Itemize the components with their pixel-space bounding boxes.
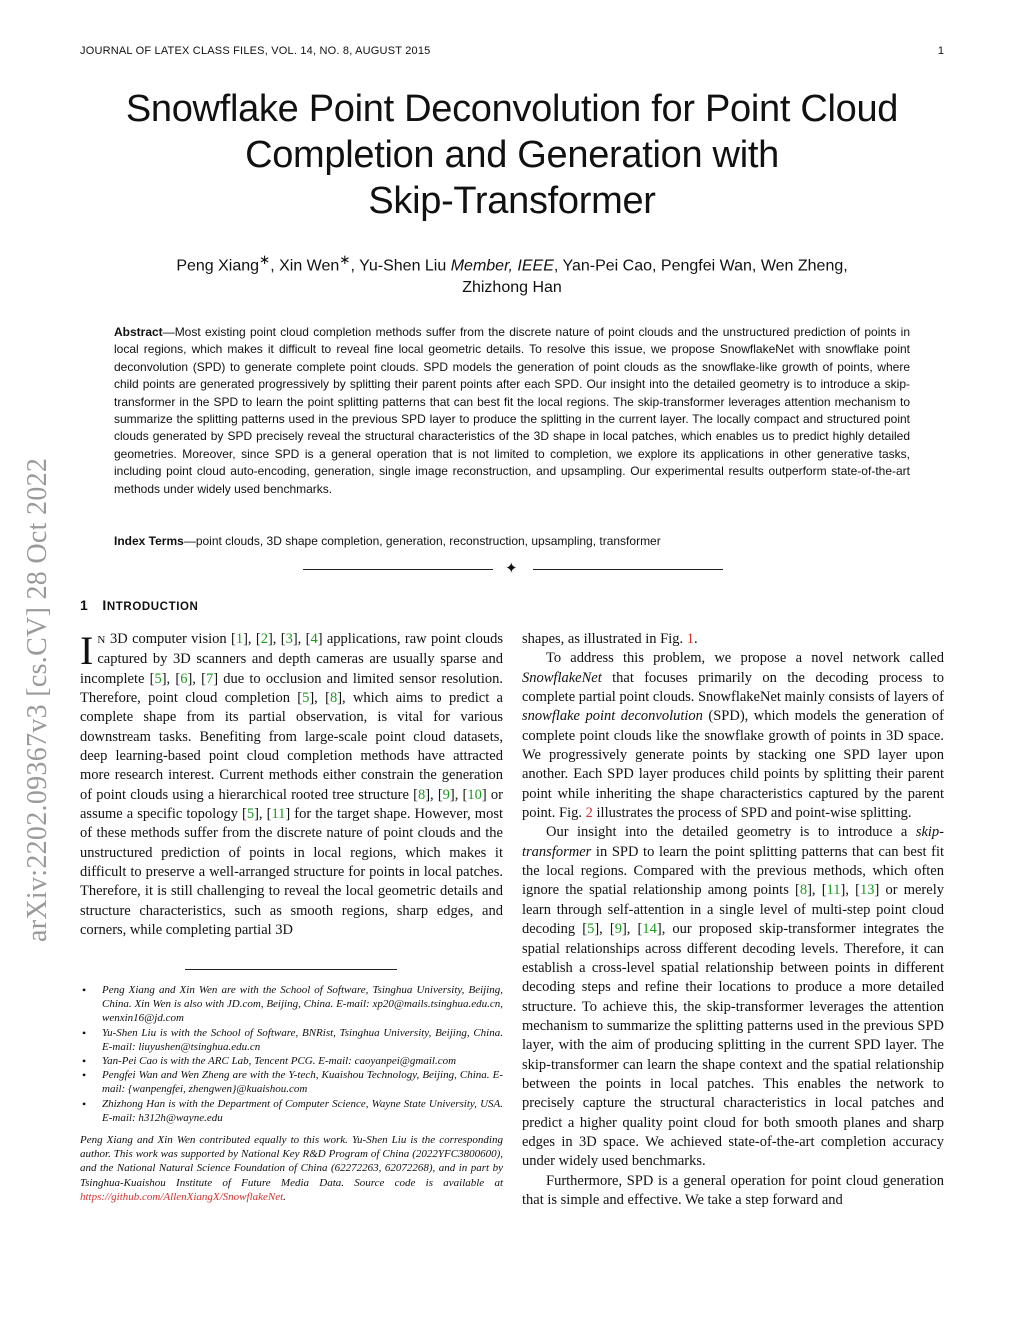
- equal-contribution-mark: ∗: [339, 252, 351, 267]
- intro-paragraph-1: [80, 630, 503, 941]
- title-line-2: Completion and Generation with: [245, 134, 779, 176]
- citation-link[interactable]: 13: [859, 882, 875, 899]
- author-name: Yu-Shen Liu: [359, 257, 447, 275]
- divider-line-left: [303, 569, 493, 570]
- title-line-1: Snowflake Point Deconvolution for Point Cloud: [125, 88, 899, 130]
- divider-diamond-icon: ✦: [505, 560, 518, 577]
- text-run: ], [: [161, 670, 181, 687]
- citation-link[interactable]: 8: [417, 786, 426, 803]
- first-word-rest: N: [97, 634, 106, 646]
- text-run: illustrates the process of SPD and point-wise splitting.: [592, 805, 912, 822]
- author-list: Peng Xiang∗, Xin Wen∗, Yu-Shen Liu Member, IEEE, Yan-Pei Cao, Pengfei Wan, Wen Zheng, Zhizhong Han: [176, 252, 848, 297]
- figure-ref-link[interactable]: 1: [686, 631, 694, 647]
- citation-link[interactable]: 5: [587, 921, 595, 938]
- author-names-last: Zhizhong Han: [462, 279, 562, 297]
- section-divider: [303, 560, 723, 580]
- citation-link[interactable]: 2: [260, 631, 268, 647]
- author-role: Member, IEEE: [450, 257, 554, 275]
- text-run: ], [: [594, 921, 615, 938]
- text-run: ], [: [267, 631, 286, 647]
- intro-paragraph-2: [522, 649, 944, 823]
- text-run: in SPD to learn the point splitting patterns that can best fit the local regions. Compared with the previous methods, which often ignore the spatial relationship among points [: [522, 843, 944, 899]
- equal-contribution-mark: ∗: [259, 252, 271, 267]
- emphasis-term: skip-transformer: [522, 824, 944, 860]
- text-run: ], [: [807, 882, 827, 899]
- text-run: ], [: [449, 786, 468, 803]
- drop-cap: I: [80, 628, 94, 673]
- text-run: ], [: [292, 631, 311, 647]
- text-run: ], [: [840, 882, 860, 899]
- text-run: ], which aims to predict a complete shape from its partial observation, is vital for various downstream tasks. Benefiting from large-scale point cloud datasets, deep learning-based point cloud completion methods have attracted more research interest. Current methods either constrain the generation of point clouds using a hierarchical rooted tree structure [: [80, 690, 503, 803]
- paper-title: [60, 86, 964, 224]
- title-line-3: Skip-Transformer: [368, 180, 656, 222]
- abstract-label: Abstract: [114, 325, 163, 339]
- text-run: ], our proposed skip-transformer integrates the spatial relationships across different decoding levels. Therefore, it can establish a cross-level spatial relationship between points in different decoding steps and refine their locations to produce a more detailed structure. To achieve this, the skip-transformer leverages the attention mechanism to summarize the splitting patterns used in the previous SPD layer, with the aim of producing splitting in the current SPD layer. The skip-transformer can learn the shape context and the spatial relationship between the points in local patches. This enables the network to precisely capture the structural characteristics in local patches and predict a higher quality point cloud for both smooth planes and sharp edges in 3D space. We achieved state-of-the-art completion accuracy under widely used benchmarks.: [522, 921, 944, 1170]
- text-run: ] or merely learn through self-attention in a single level of multi-step point cloud decoding [: [522, 882, 944, 938]
- citation-link[interactable]: 7: [205, 670, 214, 687]
- funding-note-text: Peng Xiang and Xin Wen contributed equally to this work. Yu-Shen Liu is the corresponding author. This work was supported by National Key R&D Program of China (2022YFC3800600), and the National Natural Science Foundation of China (62272263, 62072268), and in part by Tsinghua-Kuaishou Institute of Future Media Data. Source code is available at: [80, 1134, 503, 1189]
- text-run: ] due to occlusion and limited sensor resolution. Therefore, point cloud completion [: [80, 670, 503, 707]
- text-run: ], [: [187, 670, 206, 687]
- citation-link[interactable]: 4: [310, 631, 318, 647]
- citation-link[interactable]: 6: [180, 670, 188, 687]
- section-number: 1: [80, 597, 89, 613]
- citation-link[interactable]: 10: [467, 786, 482, 803]
- citation-link[interactable]: 8: [329, 690, 338, 707]
- text-run: that focuses primarily on the decoding process to complete partial point clouds. SnowflakeNet mainly consists of layers of: [522, 669, 945, 706]
- section-title-initial: I: [102, 597, 107, 613]
- text-run: ], [: [621, 921, 643, 938]
- text-run: ] or assume a specific topology [: [80, 786, 503, 823]
- affiliation-item: • Yu-Shen Liu is with the School of Software, BNRist, Tsinghua University, Beijing, China. E-mail: liuyushen@tsinghua.edu.cn: [80, 1026, 503, 1054]
- citation-link[interactable]: 3: [285, 631, 293, 647]
- citation-link[interactable]: 5: [246, 806, 255, 823]
- page-number: 1: [937, 45, 944, 57]
- text-run: Our insight into the detailed geometry is to introduce a: [546, 824, 916, 841]
- footnote-rule: [185, 969, 397, 970]
- right-column: [522, 630, 944, 1210]
- citation-link[interactable]: 9: [614, 921, 622, 938]
- intro-paragraph-continued: [522, 630, 944, 649]
- text-run: To address this problem, we propose a novel network called: [546, 650, 944, 667]
- affiliation-item: • Zhizhong Han is with the Department of Computer Science, Wayne State University, USA. E-mail: h312h@wayne.edu: [80, 1097, 503, 1125]
- text-run: ], [: [309, 690, 330, 707]
- author-name: Peng Xiang: [176, 257, 260, 275]
- citation-link[interactable]: 14: [642, 921, 657, 938]
- abstract: Abstract—Most existing point cloud completion methods suffer from the discrete nature of point clouds and the unstructured prediction of points in local regions, which makes it difficult to reveal fine local geometric details. To resolve this issue, we propose SnowflakeNet with snowflake point deconvolution (SPD) to generate complete point clouds. SPD models the generation of point clouds as the snowflake-like growth of points, where child points are generated progressively by splitting their parent points after each SPD. Our insight into the detailed geometry is to introduce a skip-transformer in the SPD to learn the point splitting patterns that can best fit the local regions. The skip-transformer leverages attention mechanism to summarize the splitting patterns used in the previous SPD layer to produce the splitting in the current layer. The locally compact and structured point clouds generated by SPD precisely reveal the structural characteristics of the 3D shape in local patches, which enables us to predict highly detailed geometries. Moreover, since SPD is a general operation that is not limited to completion, we explore its applications in other generative tasks, including point cloud auto-encoding, generation, single image reconstruction, and upsampling. Our experimental results outperform state-of-the-art methods under widely used benchmarks.: [114, 325, 910, 496]
- funding-note: [80, 1133, 503, 1204]
- source-code-link[interactable]: https://github.com/AllenXiangX/SnowflakeNet: [80, 1190, 284, 1203]
- citation-link[interactable]: 5: [302, 690, 310, 707]
- text-run: ], [: [254, 806, 272, 823]
- text-run: ], [: [243, 631, 261, 647]
- index-terms-label: Index Terms: [114, 534, 184, 548]
- affiliation-item: • Peng Xiang and Xin Wen are with the School of Software, Tsinghua University, Beijing, China. Xin Wen is also with JD.com, Beijing, China. E-mail: xp20@mails.tsinghua.edu.cn, wenxin16@jd.com: [80, 983, 503, 1026]
- index-terms: Index Terms—point clouds, 3D shape completion, generation, reconstruction, upsampling, transformer: [114, 534, 661, 548]
- divider-line-right: [533, 569, 723, 570]
- index-terms-text: point clouds, 3D shape completion, generation, reconstruction, upsampling, transformer: [195, 534, 661, 548]
- intro-paragraph-3: [522, 823, 944, 1171]
- affiliation-item: • Yan-Pei Cao is with the ARC Lab, Tencent PCG. E-mail: caoyanpei@gmail.com: [80, 1054, 503, 1068]
- citation-link[interactable]: 11: [826, 882, 841, 899]
- section-title-rest: NTRODUCTION: [106, 601, 199, 613]
- figure-ref-link[interactable]: 2: [585, 805, 593, 822]
- citation-link[interactable]: 1: [235, 631, 244, 647]
- arxiv-identifier-stamp: arXiv:2202.09367v3 [cs.CV] 28 Oct 2022: [22, 457, 53, 942]
- running-head: JOURNAL OF LATEX CLASS FILES, VOL. 14, NO. 8, AUGUST 2015: [80, 45, 431, 57]
- citation-link[interactable]: 5: [154, 670, 162, 687]
- text-run: .: [693, 631, 698, 647]
- affiliation-list: [80, 983, 503, 1125]
- text-run: ] for the target shape. However, most of these methods suffer from the discrete nature of point clouds and the unstructured prediction of points in local regions, which makes it difficult to preserve a well-arranged structure for points in local patches. Therefore, it is still challenging to reveal the local geometric details and structure characteristics, such as smooth regions, sharp edges, and corners, while completing partial 3D: [80, 806, 503, 939]
- author-name: Xin Wen: [279, 257, 340, 275]
- text-run: 3D computer vision [: [105, 631, 236, 647]
- text-run: shapes, as illustrated in Fig.: [522, 631, 687, 647]
- section-heading: [80, 597, 198, 613]
- text-run: ], [: [425, 786, 443, 803]
- emphasis-term: SnowflakeNet: [522, 669, 602, 686]
- left-column: [80, 630, 503, 941]
- author-names-rest: Yan-Pei Cao, Pengfei Wan, Wen Zheng,: [562, 257, 848, 275]
- citation-link[interactable]: 11: [271, 806, 286, 823]
- emphasis-term: snowflake point deconvolution: [522, 708, 703, 725]
- funding-note-end: .: [283, 1190, 286, 1203]
- citation-link[interactable]: 8: [799, 882, 808, 899]
- abstract-text: Most existing point cloud completion methods suffer from the discrete nature of point clouds and the unstructured prediction of points in local regions, which makes it difficult to reveal fine local geometric details. To resolve this issue, we propose SnowflakeNet with snowflake point deconvolution (SPD) to generate complete point clouds. SPD models the generation of point clouds as the snowflake-like growth of points, where child points are generated progressively by splitting their parent points after each SPD. Our insight into the detailed geometry is to introduce a skip-transformer in the SPD to learn the point splitting patterns that can best fit the local regions. The skip-transformer leverages attention mechanism to summarize the splitting patterns used in the previous SPD layer to produce the splitting in the current layer. The locally compact and structured point clouds generated by SPD precisely reveal the structural characteristics of the 3D shape in local patches, which enables us to predict highly detailed geometries. Moreover, since SPD is a general operation that is not limited to completion, we explore its applications in other generative tasks, including point cloud auto-encoding, generation, single image reconstruction, and upsampling. Our experimental results outperform state-of-the-art methods under widely used benchmarks.: [114, 325, 910, 496]
- citation-link[interactable]: 9: [442, 786, 450, 803]
- text-run: (SPD), which models the generation of complete point clouds like the snowflake growth of points in 3D space. We progressively generate points by stacking one SPD layer upon another. Each SPD layer produces child points by splitting their parent point while inheriting the shape characteristics captured by the parent point. Fig.: [522, 708, 944, 822]
- intro-paragraph-4: Furthermore, SPD is a general operation for point cloud generation that is simple and effective. We take a step forward and: [522, 1172, 944, 1208]
- footnotes: [80, 983, 503, 1204]
- text-run: ] applications, raw point clouds captured by 3D scanners and depth cameras are usually sparse and incomplete [: [80, 631, 503, 687]
- affiliation-item: • Pengfei Wan and Wen Zheng are with the Y-tech, Kuaishou Technology, Beijing, China. E-mail: {wanpengfei, zhengwen}@kuaishou.com: [80, 1068, 503, 1096]
